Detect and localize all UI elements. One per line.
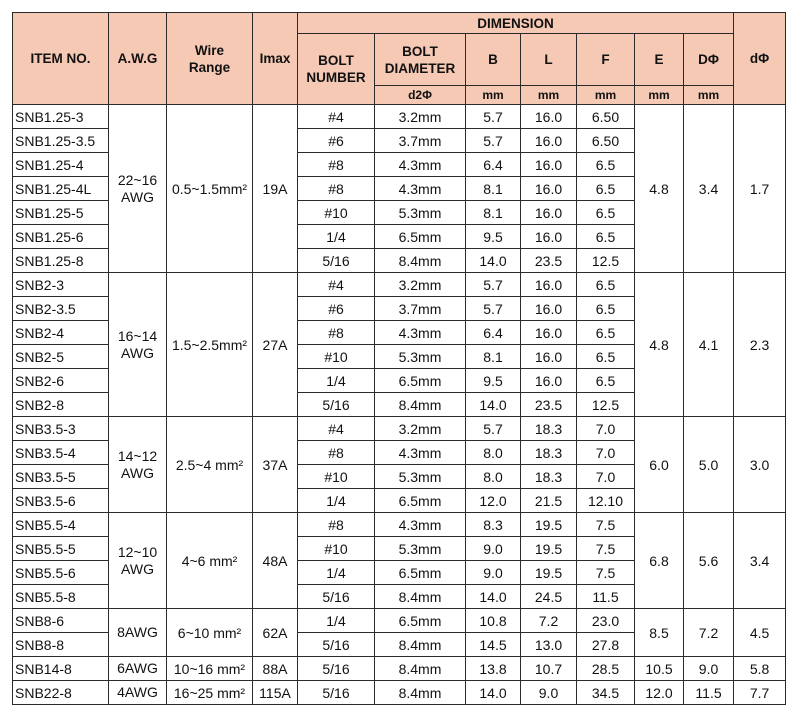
f-cell: 6.50 — [577, 129, 635, 153]
l-cell: 16.0 — [521, 105, 577, 129]
bolt-diameter-cell: 4.3mm — [375, 177, 466, 201]
item-no-cell: SNB5.5-6 — [13, 561, 109, 585]
awg-cell — [109, 609, 167, 657]
bolt-diameter-cell: 8.4mm — [375, 585, 466, 609]
bolt-number-cell: #8 — [298, 321, 375, 345]
table-header — [13, 13, 786, 105]
imax-cell: 19A — [253, 105, 298, 273]
header-b: B — [466, 34, 521, 86]
awg-cell — [109, 681, 167, 705]
bolt-number-cell: 5/16 — [298, 393, 375, 417]
l-cell: 16.0 — [521, 129, 577, 153]
header-imax: Imax — [253, 13, 298, 105]
dphi-small-cell: 1.7 — [734, 105, 786, 273]
item-no-cell: SNB2-5 — [13, 345, 109, 369]
bolt-number-cell: 1/4 — [298, 561, 375, 585]
b-cell: 5.7 — [466, 297, 521, 321]
header-wire-range-line2: Range — [188, 59, 231, 75]
f-cell: 12.5 — [577, 393, 635, 417]
header-bolt-number — [298, 34, 375, 105]
imax-cell: 62A — [253, 609, 298, 657]
header-f: F — [577, 34, 635, 86]
header-bolt-number-line2: NUMBER — [306, 70, 366, 85]
l-cell: 16.0 — [521, 201, 577, 225]
b-cell: 6.4 — [466, 321, 521, 345]
dphi-cell: 11.5 — [684, 681, 734, 705]
wire-range-cell: 1.5~2.5mm² — [167, 273, 253, 417]
bolt-diameter-cell: 4.3mm — [375, 441, 466, 465]
wire-range-cell: 10~16 mm² — [167, 657, 253, 681]
bolt-number-cell: #6 — [298, 297, 375, 321]
item-no-cell: SNB2-4 — [13, 321, 109, 345]
b-cell: 14.5 — [466, 633, 521, 657]
bolt-diameter-cell: 3.7mm — [375, 297, 466, 321]
f-cell: 6.5 — [577, 369, 635, 393]
header-e: E — [635, 34, 684, 86]
l-cell: 9.0 — [521, 681, 577, 705]
f-cell: 28.5 — [577, 657, 635, 681]
b-cell: 13.8 — [466, 657, 521, 681]
bolt-diameter-cell: 6.5mm — [375, 225, 466, 249]
dphi-small-cell: 7.7 — [734, 681, 786, 705]
item-no-cell: SNB8-8 — [13, 633, 109, 657]
l-cell: 21.5 — [521, 489, 577, 513]
b-cell: 5.7 — [466, 105, 521, 129]
b-cell: 6.4 — [466, 153, 521, 177]
l-cell: 16.0 — [521, 321, 577, 345]
unit-b-mm: mm — [466, 86, 521, 105]
item-no-cell: SNB2-6 — [13, 369, 109, 393]
awg-line2: AWG — [121, 188, 154, 205]
f-cell: 11.5 — [577, 585, 635, 609]
l-cell: 16.0 — [521, 297, 577, 321]
f-cell: 6.5 — [577, 153, 635, 177]
b-cell: 12.0 — [466, 489, 521, 513]
f-cell: 23.0 — [577, 609, 635, 633]
bolt-diameter-cell: 3.7mm — [375, 129, 466, 153]
bolt-number-cell: 1/4 — [298, 225, 375, 249]
item-no-cell: SNB1.25-4 — [13, 153, 109, 177]
awg-cell — [109, 273, 167, 417]
imax-cell: 27A — [253, 273, 298, 417]
b-cell: 5.7 — [466, 129, 521, 153]
item-no-cell: SNB8-6 — [13, 609, 109, 633]
item-no-cell: SNB2-3 — [13, 273, 109, 297]
unit-f-mm: mm — [577, 86, 635, 105]
b-cell: 9.5 — [466, 369, 521, 393]
dphi-small-cell: 2.3 — [734, 273, 786, 417]
b-cell: 9.5 — [466, 225, 521, 249]
e-cell: 10.5 — [635, 657, 684, 681]
f-cell: 12.10 — [577, 489, 635, 513]
imax-cell: 37A — [253, 417, 298, 513]
wire-range-cell: 16~25 mm² — [167, 681, 253, 705]
unit-e-mm: mm — [635, 86, 684, 105]
wire-range-cell: 6~10 mm² — [167, 609, 253, 657]
bolt-number-cell: #10 — [298, 345, 375, 369]
f-cell: 7.0 — [577, 465, 635, 489]
bolt-number-cell: #10 — [298, 537, 375, 561]
l-cell: 18.3 — [521, 441, 577, 465]
l-cell: 19.5 — [521, 537, 577, 561]
e-cell: 8.5 — [635, 609, 684, 657]
bolt-number-cell: #10 — [298, 465, 375, 489]
awg-line2: AWG — [121, 344, 154, 361]
table-row — [13, 681, 786, 705]
header-l: L — [521, 34, 577, 86]
f-cell: 6.5 — [577, 201, 635, 225]
f-cell: 34.5 — [577, 681, 635, 705]
b-cell: 14.0 — [466, 393, 521, 417]
e-cell: 6.0 — [635, 417, 684, 513]
awg-line2: AWG — [121, 464, 154, 481]
e-cell: 6.8 — [635, 513, 684, 609]
table-row — [13, 513, 786, 537]
bolt-diameter-cell: 8.4mm — [375, 393, 466, 417]
bolt-diameter-cell: 5.3mm — [375, 345, 466, 369]
l-cell: 19.5 — [521, 513, 577, 537]
awg-line1: 8AWG — [117, 624, 158, 640]
dphi-cell: 5.0 — [684, 417, 734, 513]
f-cell: 6.5 — [577, 297, 635, 321]
item-no-cell: SNB5.5-4 — [13, 513, 109, 537]
b-cell: 8.1 — [466, 177, 521, 201]
bolt-diameter-cell: 6.5mm — [375, 369, 466, 393]
imax-cell: 115A — [253, 681, 298, 705]
header-awg: A.W.G — [109, 13, 167, 105]
header-dimension: DIMENSION — [298, 13, 734, 34]
bolt-diameter-cell: 5.3mm — [375, 465, 466, 489]
imax-cell: 48A — [253, 513, 298, 609]
bolt-number-cell: #6 — [298, 129, 375, 153]
bolt-diameter-cell: 5.3mm — [375, 201, 466, 225]
header-dphi: DΦ — [684, 34, 734, 86]
bolt-number-cell: 1/4 — [298, 489, 375, 513]
wire-range-cell: 0.5~1.5mm² — [167, 105, 253, 273]
header-item-no: ITEM NO. — [13, 13, 109, 105]
bolt-diameter-cell: 3.2mm — [375, 273, 466, 297]
b-cell: 14.0 — [466, 249, 521, 273]
dphi-cell: 4.1 — [684, 273, 734, 417]
b-cell: 5.7 — [466, 273, 521, 297]
b-cell: 8.3 — [466, 513, 521, 537]
header-bolt-diameter — [375, 34, 466, 86]
table-row — [13, 273, 786, 297]
l-cell: 23.5 — [521, 249, 577, 273]
e-cell: 4.8 — [635, 105, 684, 273]
table-row — [13, 417, 786, 441]
awg-cell — [109, 417, 167, 513]
b-cell: 5.7 — [466, 417, 521, 441]
awg-line1: 4AWG — [117, 684, 158, 700]
awg-line1: 22~16 — [117, 171, 158, 188]
dphi-cell: 3.4 — [684, 105, 734, 273]
table-row — [13, 105, 786, 129]
table-body — [13, 105, 786, 705]
item-no-cell: SNB2-3.5 — [13, 297, 109, 321]
item-no-cell: SNB1.25-3 — [13, 105, 109, 129]
dphi-small-cell: 3.0 — [734, 417, 786, 513]
wire-range-cell: 4~6 mm² — [167, 513, 253, 609]
bolt-number-cell: #8 — [298, 441, 375, 465]
bolt-diameter-cell: 4.3mm — [375, 513, 466, 537]
l-cell: 16.0 — [521, 177, 577, 201]
bolt-number-cell: #8 — [298, 177, 375, 201]
bolt-diameter-cell: 6.5mm — [375, 489, 466, 513]
bolt-diameter-cell: 3.2mm — [375, 105, 466, 129]
l-cell: 24.5 — [521, 585, 577, 609]
awg-line1: 16~14 — [117, 327, 158, 344]
bolt-diameter-cell: 8.4mm — [375, 681, 466, 705]
awg-cell — [109, 105, 167, 273]
imax-cell: 88A — [253, 657, 298, 681]
f-cell: 6.5 — [577, 225, 635, 249]
bolt-diameter-cell: 8.4mm — [375, 657, 466, 681]
b-cell: 8.1 — [466, 201, 521, 225]
f-cell: 7.5 — [577, 561, 635, 585]
bolt-number-cell: #8 — [298, 513, 375, 537]
b-cell: 8.0 — [466, 465, 521, 489]
l-cell: 13.0 — [521, 633, 577, 657]
item-no-cell: SNB1.25-6 — [13, 225, 109, 249]
header-bolt-diameter-line2: DIAMETER — [384, 60, 456, 76]
awg-cell — [109, 513, 167, 609]
item-no-cell: SNB1.25-8 — [13, 249, 109, 273]
l-cell: 16.0 — [521, 273, 577, 297]
bolt-number-cell: #10 — [298, 201, 375, 225]
bolt-diameter-cell: 4.3mm — [375, 153, 466, 177]
bolt-diameter-cell: 4.3mm — [375, 321, 466, 345]
bolt-number-cell: 5/16 — [298, 681, 375, 705]
header-wire-range-line1: Wire — [194, 42, 225, 58]
bolt-number-cell: 5/16 — [298, 249, 375, 273]
unit-dphi-mm: mm — [684, 86, 734, 105]
bolt-diameter-cell: 8.4mm — [375, 249, 466, 273]
f-cell: 6.5 — [577, 273, 635, 297]
l-cell: 16.0 — [521, 369, 577, 393]
header-bolt-diameter-line1: BOLT — [402, 43, 438, 59]
bolt-diameter-cell: 3.2mm — [375, 417, 466, 441]
l-cell: 19.5 — [521, 561, 577, 585]
dphi-small-cell: 3.4 — [734, 513, 786, 609]
item-no-cell: SNB3.5-4 — [13, 441, 109, 465]
item-no-cell: SNB3.5-3 — [13, 417, 109, 441]
b-cell: 8.0 — [466, 441, 521, 465]
item-no-cell: SNB5.5-8 — [13, 585, 109, 609]
f-cell: 6.5 — [577, 345, 635, 369]
item-no-cell: SNB5.5-5 — [13, 537, 109, 561]
awg-cell — [109, 657, 167, 681]
bolt-number-cell: 5/16 — [298, 657, 375, 681]
bolt-number-cell: #4 — [298, 105, 375, 129]
l-cell: 23.5 — [521, 393, 577, 417]
f-cell: 6.5 — [577, 177, 635, 201]
bolt-number-cell: #4 — [298, 417, 375, 441]
awg-line2: AWG — [121, 560, 154, 577]
b-cell: 14.0 — [466, 585, 521, 609]
bolt-number-cell: #4 — [298, 273, 375, 297]
l-cell: 16.0 — [521, 345, 577, 369]
bolt-diameter-cell: 6.5mm — [375, 609, 466, 633]
item-no-cell: SNB2-8 — [13, 393, 109, 417]
dphi-small-cell: 5.8 — [734, 657, 786, 681]
l-cell: 18.3 — [521, 465, 577, 489]
l-cell: 10.7 — [521, 657, 577, 681]
item-no-cell: SNB1.25-5 — [13, 201, 109, 225]
item-no-cell: SNB1.25-3.5 — [13, 129, 109, 153]
bolt-diameter-cell: 5.3mm — [375, 537, 466, 561]
item-no-cell: SNB3.5-5 — [13, 465, 109, 489]
header-dphi-small: dΦ — [734, 13, 786, 105]
l-cell: 18.3 — [521, 417, 577, 441]
b-cell: 9.0 — [466, 561, 521, 585]
l-cell: 7.2 — [521, 609, 577, 633]
bolt-number-cell: 5/16 — [298, 585, 375, 609]
bolt-number-cell: #8 — [298, 153, 375, 177]
unit-d2phi: d2Φ — [375, 86, 466, 105]
bolt-diameter-cell: 8.4mm — [375, 633, 466, 657]
dphi-cell: 5.6 — [684, 513, 734, 609]
awg-line1: 12~10 — [117, 543, 158, 560]
f-cell: 12.5 — [577, 249, 635, 273]
bolt-number-cell: 1/4 — [298, 609, 375, 633]
bolt-number-cell: 5/16 — [298, 633, 375, 657]
f-cell: 7.5 — [577, 537, 635, 561]
awg-line1: 14~12 — [117, 447, 158, 464]
b-cell: 9.0 — [466, 537, 521, 561]
item-no-cell: SNB22-8 — [13, 681, 109, 705]
dphi-small-cell: 4.5 — [734, 609, 786, 657]
header-bolt-number-line1: BOLT — [318, 53, 354, 68]
dphi-cell: 9.0 — [684, 657, 734, 681]
b-cell: 14.0 — [466, 681, 521, 705]
item-no-cell: SNB14-8 — [13, 657, 109, 681]
spec-table — [12, 12, 786, 705]
unit-l-mm: mm — [521, 86, 577, 105]
l-cell: 16.0 — [521, 153, 577, 177]
item-no-cell: SNB1.25-4L — [13, 177, 109, 201]
header-wire-range — [167, 13, 253, 105]
table-row — [13, 609, 786, 633]
f-cell: 27.8 — [577, 633, 635, 657]
f-cell: 6.5 — [577, 321, 635, 345]
b-cell: 8.1 — [466, 345, 521, 369]
bolt-number-cell: 1/4 — [298, 369, 375, 393]
f-cell: 7.0 — [577, 441, 635, 465]
wire-range-cell: 2.5~4 mm² — [167, 417, 253, 513]
e-cell: 4.8 — [635, 273, 684, 417]
awg-line1: 6AWG — [117, 660, 158, 676]
e-cell: 12.0 — [635, 681, 684, 705]
b-cell: 10.8 — [466, 609, 521, 633]
l-cell: 16.0 — [521, 225, 577, 249]
dphi-cell: 7.2 — [684, 609, 734, 657]
f-cell: 7.0 — [577, 417, 635, 441]
f-cell: 7.5 — [577, 513, 635, 537]
item-no-cell: SNB3.5-6 — [13, 489, 109, 513]
f-cell: 6.50 — [577, 105, 635, 129]
bolt-diameter-cell: 6.5mm — [375, 561, 466, 585]
table-row — [13, 657, 786, 681]
